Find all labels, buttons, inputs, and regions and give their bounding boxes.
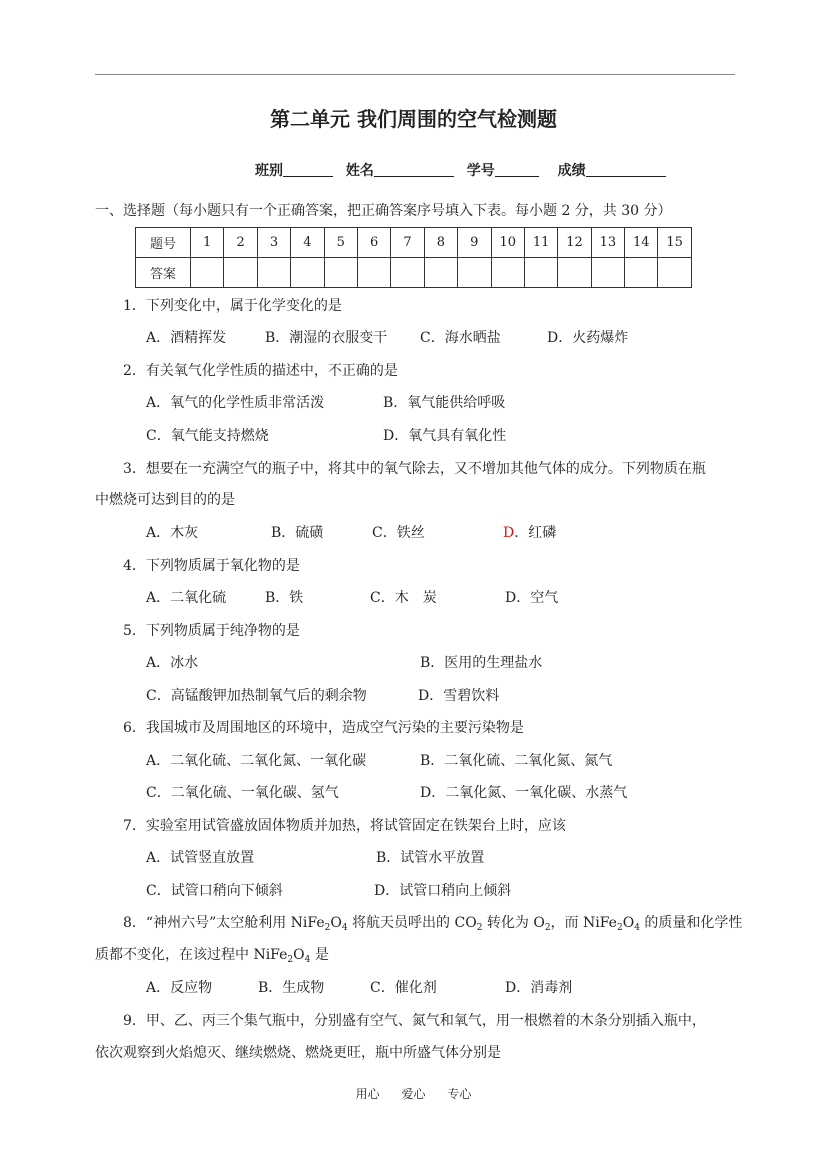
question-4-option-d: D．空气 — [505, 590, 559, 606]
question-3-answer-mark: D — [503, 525, 515, 541]
answer-cell[interactable] — [658, 258, 691, 288]
number-cell: 10 — [491, 228, 524, 258]
question-6-stem: 6．我国城市及周围地区的环境中，造成空气污染的主要污染物是 — [123, 720, 524, 736]
question-2-option-d: D．氧气具有氧化性 — [383, 428, 507, 444]
class-blank — [283, 162, 333, 177]
number-cell: 12 — [558, 228, 591, 258]
question-7-option-c: C．试管口稍向下倾斜 — [146, 883, 283, 899]
question-7-option-b: B．试管水平放置 — [376, 850, 485, 866]
question-4-stem: 4．下列物质属于氧化物的是 — [123, 558, 300, 574]
question-3-stem-line2: 中燃烧可达到目的的是 — [95, 492, 235, 508]
question-1-option-c: C．海水晒盐 — [420, 330, 501, 346]
number-cell: 11 — [524, 228, 557, 258]
question-6-option-c: C．二氧化硫、一氧化碳、氢气 — [146, 785, 339, 801]
answer-cell[interactable] — [625, 258, 658, 288]
q8-subscript: 4 — [341, 923, 348, 933]
question-6-option-b: B．二氧化硫、二氧化氮、氮气 — [420, 753, 613, 769]
q8-subscript: 4 — [634, 923, 640, 933]
page-footer — [0, 1085, 827, 1102]
answer-cell[interactable] — [591, 258, 624, 288]
question-1-option-d: D．火药爆炸 — [547, 330, 629, 346]
question-9-stem-line1: 9．甲、乙、丙三个集气瓶中，分别盛有空气、氮气和氧气，用一根燃着的木条分别插入瓶中， — [123, 1013, 706, 1029]
question-5-option-c: C．高锰酸钾加热制氧气后的剩余物 — [146, 688, 367, 704]
question-3-stem-line1: 3．想要在一充满空气的瓶子中，将其中的氧气除去，又不增加其他气体的成分。下列物质在瓶 — [123, 461, 706, 477]
question-9-stem-line2: 依次观察到火焰熄灭、继续燃烧、燃烧更旺，瓶中所盛气体分别是 — [95, 1045, 501, 1061]
question-6-option-a: A．二氧化硫、二氧化氮、一氧化碳 — [146, 753, 367, 769]
question-3-option-c: C．铁丝 — [372, 525, 425, 541]
score-label: 成绩 — [557, 163, 586, 179]
class-label: 班别 — [255, 163, 283, 179]
number-cell: 1 — [191, 228, 224, 258]
question-5-option-a: A．冰水 — [146, 655, 199, 671]
question-5-stem: 5．下列物质属于纯净物的是 — [123, 623, 300, 639]
question-6-option-d: D．二氧化氮、一氧化碳、水蒸气 — [420, 785, 628, 801]
question-8-stem-line1 — [123, 913, 742, 938]
question-4-option-a: A．二氧化硫 — [146, 590, 227, 606]
number-cell: 4 — [291, 228, 324, 258]
answer-cell[interactable] — [291, 258, 324, 288]
table-row-answers — [136, 258, 692, 288]
question-2-option-c: C．氧气能支持燃烧 — [146, 428, 269, 444]
student-id-blank — [495, 162, 539, 177]
footer-motto-2: 爱心 — [401, 1087, 426, 1101]
question-8-stem-line2 — [95, 945, 329, 970]
q8-text: ，而 NiFe — [550, 915, 617, 931]
answer-cell[interactable] — [391, 258, 424, 288]
section-header: 一、选择题（每小题只有一个正确答案，把正确答案序号填入下表。每小题 2 分，共 30 分） — [95, 203, 672, 219]
q8-text: 是 — [310, 947, 329, 963]
answer-cell[interactable] — [257, 258, 290, 288]
q8-subscript: 4 — [304, 955, 311, 965]
question-1-option-b: B．潮湿的衣服变干 — [265, 330, 388, 346]
question-8-option-b: B．生成物 — [258, 980, 325, 996]
answer-cell[interactable] — [324, 258, 357, 288]
number-cell: 6 — [357, 228, 390, 258]
answer-table — [135, 227, 692, 288]
answer-cell[interactable] — [524, 258, 557, 288]
question-3-option-d-text: ．红磷 — [514, 525, 557, 541]
question-2-option-a: A．氧气的化学性质非常活泼 — [146, 395, 325, 411]
number-cell: 9 — [458, 228, 491, 258]
number-cell: 7 — [391, 228, 424, 258]
student-id-label: 学号 — [466, 163, 495, 179]
question-1-option-a: A．酒精挥发 — [146, 330, 227, 346]
q8-text: O — [622, 915, 635, 931]
question-3-option-b: B．硫磺 — [271, 525, 324, 541]
number-cell: 8 — [424, 228, 457, 258]
q8-text: 8．“神州六号”太空舱利用 NiFe — [123, 915, 325, 931]
number-cell: 5 — [324, 228, 357, 258]
header-rule — [95, 74, 735, 75]
q8-text: 的质量和化学性 — [639, 915, 743, 931]
score-blank — [586, 162, 666, 177]
answer-cell[interactable] — [224, 258, 257, 288]
footer-motto-3: 专心 — [447, 1087, 472, 1101]
number-cell: 3 — [257, 228, 290, 258]
question-8-option-d: D．消毒剂 — [505, 980, 573, 996]
answer-cell[interactable] — [191, 258, 224, 288]
answer-cell[interactable] — [458, 258, 491, 288]
number-cell: 13 — [591, 228, 624, 258]
q8-subscript: 2 — [544, 923, 551, 933]
table-row-numbers — [136, 228, 692, 258]
q8-subscript: 2 — [287, 955, 294, 965]
question-8-option-a: A．反应物 — [146, 980, 213, 996]
footer-motto-1: 用心 — [355, 1087, 380, 1101]
q8-subscript: 2 — [324, 923, 331, 933]
question-5-option-b: B．医用的生理盐水 — [420, 655, 543, 671]
number-cell: 15 — [658, 228, 691, 258]
row-label-number: 题号 — [136, 228, 191, 258]
answer-cell[interactable] — [558, 258, 591, 288]
question-8-option-c: C．催化剂 — [370, 980, 437, 996]
answer-cell[interactable] — [357, 258, 390, 288]
question-5-option-d: D．雪碧饮料 — [418, 688, 500, 704]
question-4-option-b: B．铁 — [265, 590, 304, 606]
q8-text: 转化为 O — [482, 915, 545, 931]
name-label: 姓名 — [345, 163, 374, 179]
row-label-answer: 答案 — [136, 258, 191, 288]
question-2-stem: 2．有关氧气化学性质的描述中，不正确的是 — [123, 363, 398, 379]
question-7-option-a: A．试管竖直放置 — [146, 850, 255, 866]
number-cell: 2 — [224, 228, 257, 258]
student-info-row — [255, 160, 666, 180]
question-3-option-d — [503, 523, 556, 543]
question-3-option-a: A．木灰 — [146, 525, 199, 541]
question-7-stem: 7．实验室用试管盛放固体物质并加热，将试管固定在铁架台上时，应该 — [123, 818, 566, 834]
q8-subscript: 2 — [616, 923, 623, 933]
question-4-option-c: C．木 炭 — [370, 590, 437, 606]
q8-text: O — [293, 947, 305, 963]
q8-text: 质都不变化，在该过程中 NiFe — [95, 947, 288, 963]
answer-cell[interactable] — [491, 258, 524, 288]
question-2-option-b: B．氧气能供给呼吸 — [383, 395, 506, 411]
q8-text: 将航天员呼出的 CO — [347, 915, 477, 931]
name-blank — [374, 162, 454, 177]
q8-text: O — [330, 915, 342, 931]
page-title: 第二单元 我们周围的空气检测题 — [270, 107, 557, 131]
question-1-stem: 1．下列变化中，属于化学变化的是 — [123, 298, 342, 314]
number-cell: 14 — [625, 228, 658, 258]
q8-subscript: 2 — [476, 923, 483, 933]
answer-cell[interactable] — [424, 258, 457, 288]
question-7-option-d: D．试管口稍向上倾斜 — [374, 883, 512, 899]
